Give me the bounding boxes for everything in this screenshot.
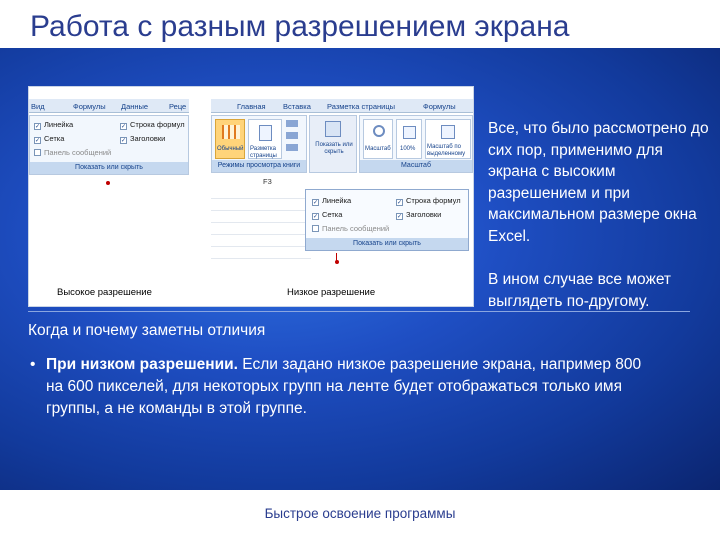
high-res-group-label: Показать или скрыть (30, 162, 188, 174)
zoom-to-selection-button[interactable] (425, 119, 471, 159)
high-res-check: ✓ Сетка (35, 134, 65, 144)
bullet-item (30, 354, 650, 420)
checkbox-icon: ✓ (313, 214, 319, 220)
low-res-tab: Разметка страницы (327, 102, 396, 111)
side-paragraph: В ином случае все может выглядеть по-другому. (488, 271, 672, 310)
zoom-selection-icon (441, 125, 455, 139)
bullet-bold-text: При низком разрешении. (46, 356, 238, 373)
checkbox-icon: ✓ (121, 138, 127, 144)
show-hide-icon (325, 121, 341, 137)
small-view-icons (286, 120, 298, 156)
high-res-pointer (106, 181, 110, 185)
high-res-group (29, 115, 189, 175)
high-res-caption: Высокое разрешение (57, 287, 152, 298)
zoom-button[interactable] (363, 119, 393, 159)
zoom-100-label: 100% (400, 146, 416, 152)
show-hide-dropdown (305, 189, 469, 251)
normal-view-label: Обычный (217, 146, 244, 152)
side-paragraph: Все, что было рассмотрено до сих пор, применимо для экрана с высоким разрешением и при максимальном размере окна Excel. (488, 120, 709, 245)
high-res-check: ✓ Заголовки (121, 134, 166, 144)
zoom-group (359, 115, 473, 173)
zoom-to-selection-label: Масштаб по выделенному (427, 144, 466, 157)
high-res-tab: Данные (121, 102, 149, 111)
slide-body (0, 48, 720, 490)
slide-title: Работа с разным разрешением экрана (30, 10, 570, 43)
checkbox-icon: ✓ (313, 200, 319, 206)
high-res-tab: Вид (31, 102, 45, 111)
high-res-check: ✓ Строка формул (121, 120, 185, 130)
resolution-comparison-screenshot (28, 86, 474, 307)
page-icon (259, 125, 272, 141)
zoom-100-button[interactable] (396, 119, 422, 159)
page-layout-label: Разметка страницы (250, 146, 277, 159)
checkbox-icon: ✓ (35, 138, 41, 144)
low-res-check: ✓ Линейка (313, 196, 352, 206)
bullet-text: Если задано низкое разрешение экрана, например 800 на 600 пикселей, для некоторых групп на ленте будет отображаться только имя группы, а не команды в этой группе. (46, 356, 642, 417)
side-explanation (488, 118, 710, 312)
low-res-caption: Низкое разрешение (287, 287, 376, 298)
high-res-check: Панель сообщений (34, 148, 111, 157)
low-res-tab-row (211, 99, 473, 113)
normal-view-button[interactable] (215, 119, 245, 159)
checkbox-icon: ✓ (35, 124, 41, 130)
grid-icon (222, 125, 240, 139)
cell-reference: F3 (263, 177, 272, 186)
high-res-check: ✓ Линейка (35, 120, 74, 130)
low-res-tab: Главная (237, 102, 266, 111)
footer-text: Быстрое освоение программы (264, 506, 456, 521)
show-hide-label: Показать или скрыть (315, 142, 353, 155)
sheet-grid (211, 187, 311, 267)
high-res-tab-row (29, 99, 189, 113)
magnifier-icon (373, 125, 385, 137)
page-layout-button[interactable] (248, 119, 282, 159)
low-res-views-group (211, 115, 307, 173)
dropdown-group-label: Показать или скрыть (306, 238, 468, 250)
low-res-check: Панель сообщений (312, 224, 389, 233)
checkbox-icon: ✓ (397, 200, 403, 206)
low-res-tab: Вставка (283, 102, 311, 111)
checkbox-icon: ✓ (397, 214, 403, 220)
high-res-tab: Формулы (73, 102, 106, 111)
title-bar (0, 0, 720, 48)
high-res-tab: Реце (169, 102, 187, 111)
low-res-check: ✓ Строка формул (397, 196, 461, 206)
checkbox-icon: ✓ (121, 124, 127, 130)
divider-line (28, 311, 690, 312)
zoom-100-icon (403, 126, 416, 139)
checkbox-icon (34, 149, 41, 156)
checkbox-icon (312, 225, 319, 232)
bullet-dot: • (30, 356, 36, 373)
views-group-label: Режимы просмотра книги (212, 160, 306, 172)
zoom-label: Масштаб (365, 146, 391, 152)
low-res-check: ✓ Сетка (313, 210, 343, 220)
low-res-pointer-line (336, 253, 337, 261)
show-hide-button[interactable] (309, 115, 357, 173)
zoom-group-label: Масштаб (360, 160, 472, 172)
low-res-check: ✓ Заголовки (397, 210, 442, 220)
section-heading: Когда и почему заметны отличия (28, 322, 266, 339)
low-res-tab: Формулы (423, 102, 456, 111)
